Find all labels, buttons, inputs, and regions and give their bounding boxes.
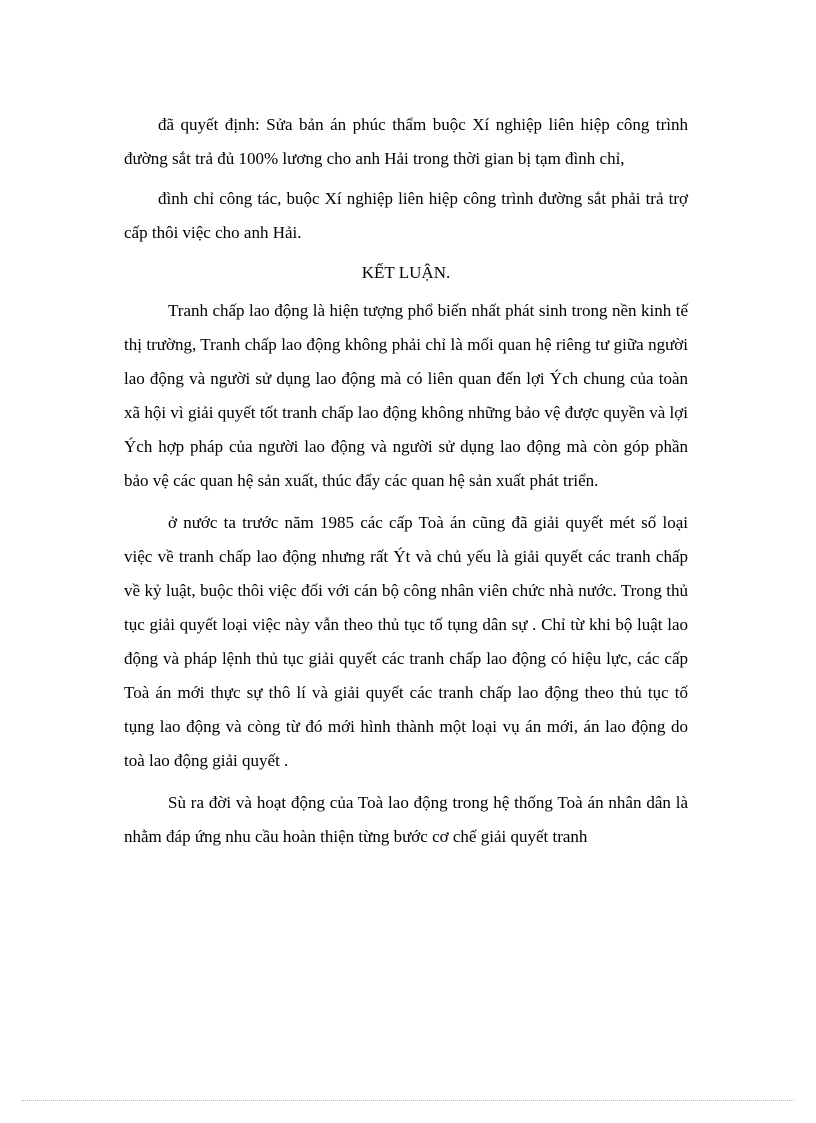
paragraph-labor-court: Sù ra đời và hoạt động của Toà lao động trong hệ thống Toà án nhân dân là nhằm đáp ứng nhu cầu hoàn thiện từng bước cơ chế giải quyết tranh — [124, 793, 688, 846]
section-heading-conclusion: KẾT LUẬN. — [361, 263, 451, 282]
page-footer-divider — [22, 1100, 794, 1101]
paragraph-suspension: đình chỉ công tác, buộc Xí nghiệp liên hiệp công trình đường sắt phải trả trợ cấp thôi việc cho anh Hải. — [124, 189, 688, 242]
paragraph-court-history: ở nước ta trước năm 1985 các cấp Toà án cũng đã giải quyết mét số loại việc về tranh chấp lao động nhưng rất Ýt và chủ yếu là giải quyết các tranh chấp về kỷ luật, buộc thôi việc đối với cán bộ công nhân viên chức nhà nước. Trong thủ tục giải quyết loại việc này vẫn theo thủ tục tố tụng dân sự . Chỉ từ khi bộ luật lao động và pháp lệnh thủ tục giải quyết các tranh chấp lao động có hiệu lực, các cấp Toà án mới thực sự thô lí và giải quyết các tranh chấp lao động theo thủ tục tố tụng lao động và còng từ đó mới hình thành một loại vụ án mới, án lao động do toà lao động giải quyết . — [124, 513, 688, 770]
document-body — [124, 108, 688, 854]
paragraph-labor-dispute: Tranh chấp lao động là hiện tượng phổ biến nhất phát sinh trong nền kinh tế thị trường, Tranh chấp lao động không phải chỉ là mối quan hệ riêng tư giữa người lao động và người sử dụng lao động mà có liên quan đến lợi Ých chung của toàn xã hội vì giải quyết tốt tranh chấp lao động không những bảo vệ được quyền và lợi Ých hợp pháp của người lao động và người sử dụng lao động mà còn góp phần bảo vệ các quan hệ sản xuất, thúc đẩy các quan hệ sản xuất phát triển. — [124, 301, 688, 490]
paragraph-decision: đã quyết định: Sửa bản án phúc thẩm buộc Xí nghiệp liên hiệp công trình đường sắt trả đủ 100% lương cho anh Hải trong thời gian bị tạm đình chỉ, — [124, 115, 688, 168]
